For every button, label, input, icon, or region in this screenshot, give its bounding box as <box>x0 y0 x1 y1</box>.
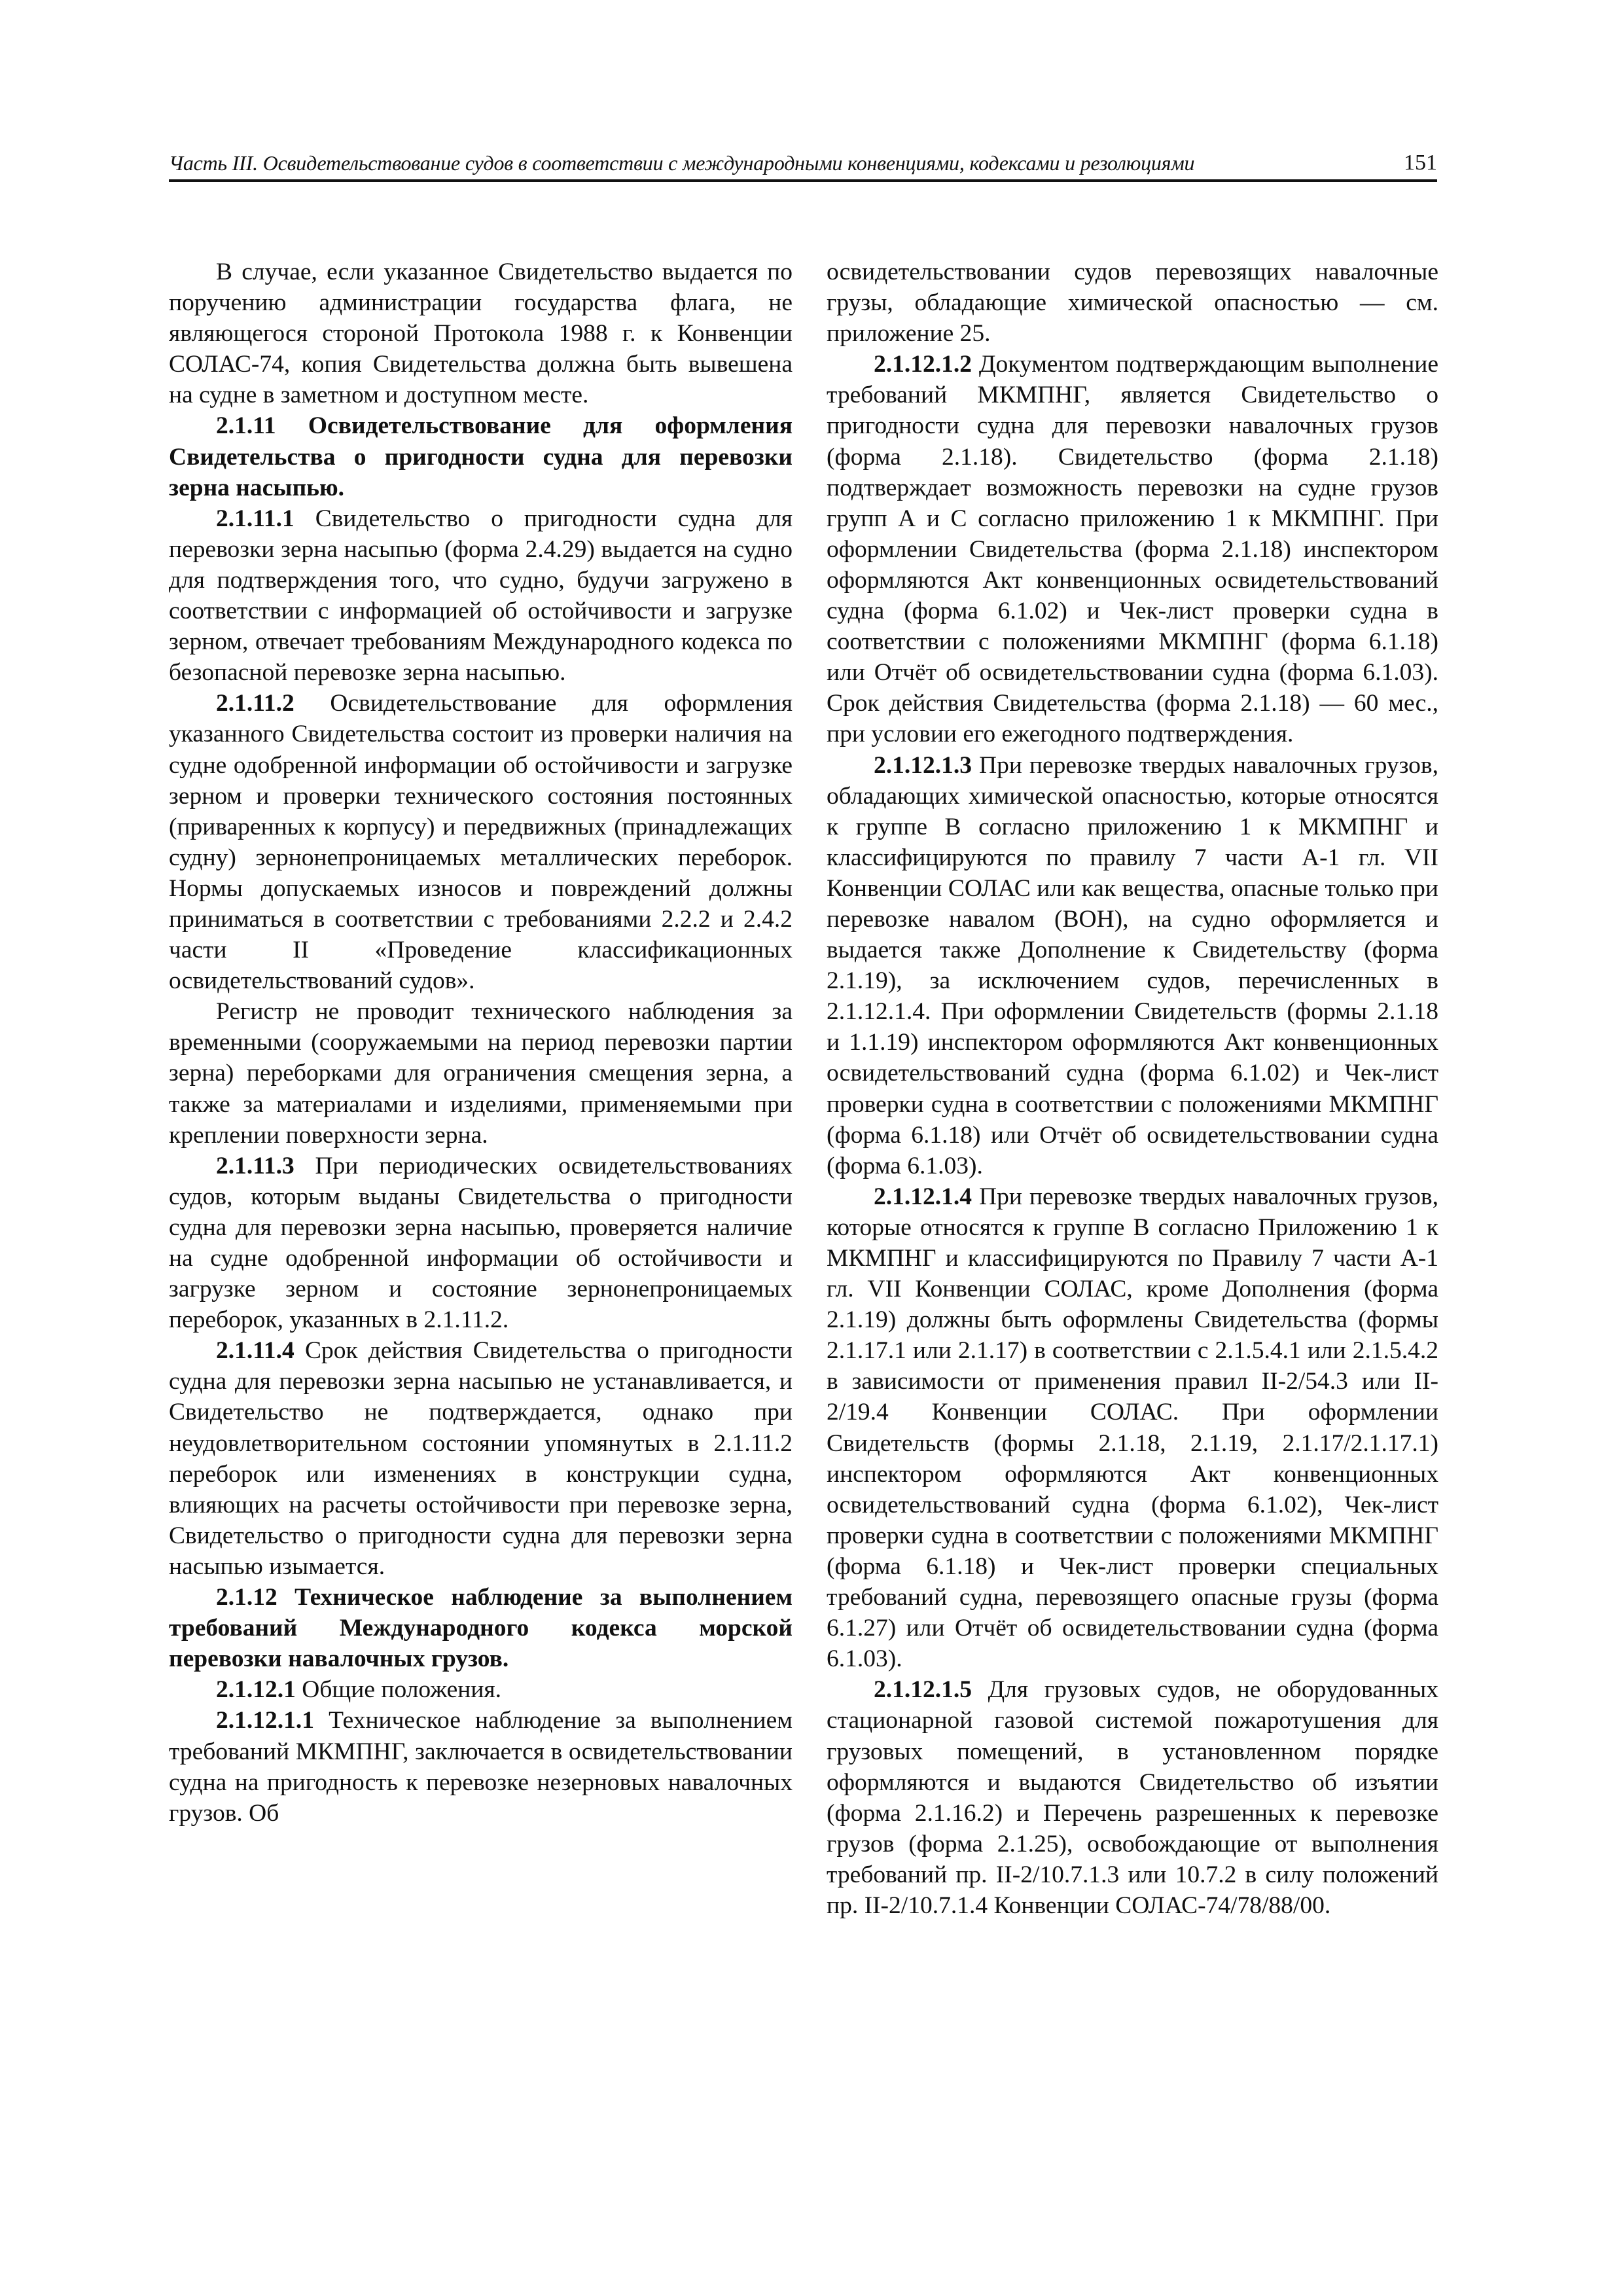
paragraph-2-1-11-1 <box>169 503 793 689</box>
paragraph-2-1-12-1-5 <box>827 1674 1438 1921</box>
paragraph-text: При перевозке твердых навалочных грузов, которые относятся к группе В согласно Приложению 1 к МКМПНГ и классифицируются по Правилу 7 части А-1 гл. VII Конвенции СОЛАС, кроме Дополнения (форма 2.1.19) должны быть оформлены Свидетельства (формы 2.1.17.1 или 2.1.17) в соответствии с 2.1.5.4.1 или 2.1.5.4.2 в зависимости от применения правил II-2/54.3 или II-2/19.4 Конвенции СОЛАС. При оформлении Свидетельств (формы 2.1.18, 2.1.19, 2.1.17/2.1.17.1) инспектором оформляются Акт конвенционных освидетельствований судна (форма 6.1.02), Чек-лист проверки судна в соответствии с положениями МКМПНГ (форма 6.1.18) и Чек-лист проверки специальных требований судна, перевозящего опасные грузы (форма 6.1.27) или Отчёт об освидетельствовании судна (форма 6.1.03). <box>827 1183 1438 1673</box>
paragraph-2-1-12-1 <box>169 1674 793 1705</box>
paragraph-solas-copy <box>169 257 793 410</box>
paragraph-text: В случае, если указанное Свидетельство выдается по поручению администрации государства флага, не являющегося стороной Протокола 1988 г. к Конвенции СОЛАС-74, копия Свидетельства должна быть вывешена на судне в заметном и доступном месте. <box>169 259 793 409</box>
clause-number: 2.1.12.1.1 <box>216 1707 314 1734</box>
paragraph-text: Общие положения. <box>295 1676 502 1704</box>
paragraph-text: освидетельствовании судов перевозящих навалочные грузы, обладающие химической опасностью — см. приложение 25. <box>827 259 1438 348</box>
right-column <box>827 257 1438 1921</box>
clause-number: 2.1.11.3 <box>216 1152 294 1179</box>
paragraph-2-1-11-2 <box>169 688 793 996</box>
heading-text: 2.1.11 Освидетельствование для оформления Свидетельства о пригодности судна для перевозки зерна насыпью. <box>169 412 793 501</box>
header-title: Часть III. Освидетельствование судов в соответствии с международными конвенциями, кодексами и резолюциями <box>169 151 1195 175</box>
paragraph-text: Техническое наблюдение за выполнением требований МКМПНГ, заключается в освидетельствовании судна на пригодность к перевозке незерновых навалочных грузов. Об <box>169 1707 793 1827</box>
paragraph-text: При перевозке твердых навалочных грузов, обладающих химической опасностью, которые относятся к группе В согласно приложению 1 к МКМПНГ и классифицируются по правилу 7 части А-1 гл. VII Конвенции СОЛАС или как вещества, опасные только при перевозке навалом (ВОН), на судно оформляется и выдается также Дополнение к Свидетельству (форма 2.1.19), за исключением судов, перечисленных в 2.1.12.1.4. При оформлении Свидетельств (формы 2.1.18 и 1.1.19) инспектором оформляются Акт конвенционных освидетельствований судна (форма 6.1.02) и Чек-лист проверки судна в соответствии с положениями МКМПНГ (форма 6.1.18) или Отчёт об освидетельствовании судна (форма 6.1.03). <box>827 751 1438 1179</box>
left-column <box>169 257 793 1829</box>
clause-number: 2.1.12.1.4 <box>874 1183 972 1210</box>
paragraph-text: Регистр не проводит технического наблюдения за временными (сооружаемыми на период перевозки партии зерна) переборками для ограничения смещения зерна, а также за материалами и изделиями, применяемыми при креплении поверхности зерна. <box>169 998 793 1149</box>
paragraph-text: При периодических освидетельствованиях судов, которым выданы Свидетельства о пригодности судна для перевозки зерна насыпью, проверяется наличие на судне одобренной информации об остойчивости и загрузке зерном и состояние зернонепроницаемых переборок, указанных в 2.1.11.2. <box>169 1152 793 1334</box>
clause-number: 2.1.11.2 <box>216 690 294 717</box>
paragraph-2-1-12-1-3 <box>827 750 1438 1181</box>
clause-number: 2.1.12.1.5 <box>874 1676 972 1704</box>
section-heading-2-1-11 <box>169 410 793 503</box>
paragraph-2-1-12-1-2 <box>827 349 1438 749</box>
paragraph-text: Срок действия Свидетельства о пригодности судна для перевозки зерна насыпью не устанавливается, и Свидетельство не подтверждается, однако при неудовлетворительном состоянии упомянутых в 2.1.11.2 переборок или изменениях в конструкции судна, влияющих на расчеты остойчивости при перевозке зерна, Свидетельство о пригодности судна для перевозки зерна насыпью изымается. <box>169 1337 793 1580</box>
clause-number: 2.1.11.1 <box>216 505 294 532</box>
paragraph-2-1-12-1-4 <box>827 1181 1438 1675</box>
section-heading-2-1-12 <box>169 1582 793 1674</box>
paragraph-2-1-12-1-1 <box>169 1705 793 1828</box>
paragraph-text: Освидетельствование для оформления указанного Свидетельства состоит из проверки наличия на судне одобренной информации об остойчивости и загрузке зерном и проверки технического состояния постоянных (приваренных к корпусу) и передвижных (принадлежащих судну) зернонепроницаемых металлических переборок. Нормы допускаемых износов и повреждений должны приниматься в соответствии с требованиями 2.2.2 и 2.4.2 части II «Проведение классификационных освидетельствований судов». <box>169 690 793 995</box>
paragraph-2-1-11-4 <box>169 1335 793 1582</box>
heading-text: 2.1.12 Техническое наблюдение за выполнением требований Международного кодекса морской перевозки навалочных грузов. <box>169 1584 793 1673</box>
paragraph-text: Документом подтверждающим выполнение требований МКМПНГ, является Свидетельство о пригодности судна для перевозки навалочных грузов (форма 2.1.18). Свидетельство (форма 2.1.18) подтверждает возможность перевозки на судне грузов групп А и С согласно приложению 1 к МКМПНГ. При оформлении Свидетельства (форма 2.1.18) инспектором оформляются Акт конвенционных освидетельствований судна (форма 6.1.02) и Чек-лист проверки судна в соответствии с положениями МКМПНГ (форма 6.1.18) или Отчёт об освидетельствовании судна (форма 6.1.03). Срок действия Свидетельства (форма 2.1.18) — 60 мес., при условии его ежегодного подтверждения. <box>827 351 1438 748</box>
clause-number: 2.1.11.4 <box>216 1337 294 1365</box>
page-number: 151 <box>1404 151 1437 175</box>
paragraph-continuation <box>827 257 1438 349</box>
paragraph-2-1-11-3 <box>169 1151 793 1336</box>
running-header <box>169 145 1437 182</box>
paragraph-text: Свидетельство о пригодности судна для перевозки зерна насыпью (форма 2.4.29) выдается на судно для подтверждения того, что судно, будучи загружено в соответствии с информацией об остойчивости и загрузке зерном, отвечает требованиям Международного кодекса по безопасной перевозке зерна насыпью. <box>169 505 793 687</box>
clause-number: 2.1.12.1.2 <box>874 351 972 378</box>
paragraph-text: Для грузовых судов, не оборудованных стационарной газовой системой пожаротушения для грузовых помещений, в установленном порядке оформляются и выдаются Свидетельство об изъятии (форма 2.1.16.2) и Перечень разрешенных к перевозке грузов (форма 2.1.25), освобождающие от выполнения требований пр. II-2/10.7.1.3 или 10.7.2 в силу положений пр. II-2/10.7.1.4 Конвенции СОЛАС-74/78/88/00. <box>827 1676 1438 1919</box>
clause-number: 2.1.12.1 <box>216 1676 296 1704</box>
clause-number: 2.1.12.1.3 <box>874 751 972 779</box>
paragraph-register-note <box>169 996 793 1150</box>
